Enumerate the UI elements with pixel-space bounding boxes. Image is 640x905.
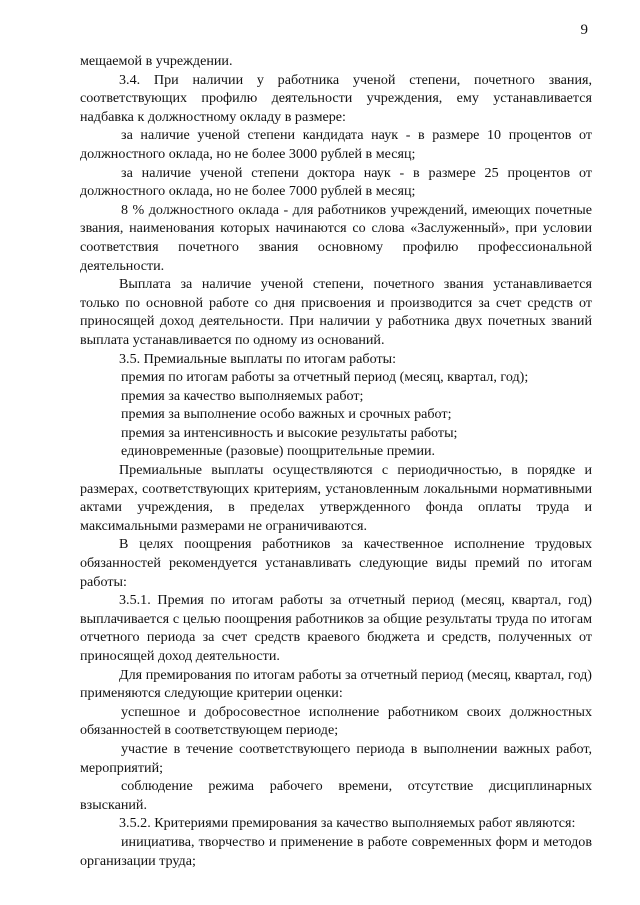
paragraph: премия за качество выполняемых работ;: [121, 387, 364, 404]
paragraph: единовременные (разовые) поощрительные премии.: [121, 443, 436, 460]
paragraph: за наличие ученой степени доктора наук - в размере 25 процентов от должностного оклада, но не более 7000 рублей в месяц;: [80, 164, 592, 200]
paragraph: соблюдение режима рабочего времени, отсутствие дисциплинарных взысканий.: [80, 778, 592, 813]
paragraph: мещаемой в учреждении.: [80, 53, 233, 69]
paragraph: 3.5.2. Критериями премирования за качество выполняемых работ являются:: [119, 815, 576, 832]
paragraph: участие в течение соответствующего периода в выполнении важных работ, мероприятий;: [80, 740, 592, 776]
paragraph: Выплата за наличие ученой степени, почетного звания устанавливается только по основной работе со дня присвоения и производится за счет средств от приносящей доход деятельности. При наличии у работника двух почетных званий выплата устанавливается по одному из оснований.: [80, 276, 592, 348]
paragraph: премия по итогам работы за отчетный период (месяц, квартал, год);: [121, 369, 529, 386]
paragraph: Для премирования по итогам работы за отчетный период (месяц, квартал, год) применяются следующие критерии оценки:: [80, 666, 592, 702]
paragraph: за наличие ученой степени кандидата наук - в размере 10 процентов от должностного оклада, но не более 3000 рублей в месяц;: [80, 127, 592, 162]
paragraph: В целях поощрения работников за качественное исполнение трудовых обязанностей рекомендуется устанавливать следующие виды премий по итогам работы:: [80, 536, 592, 590]
paragraph: премия за интенсивность и высокие результаты работы;: [121, 424, 458, 441]
paragraph: успешное и добросовестное исполнение работником своих должностных обязанностей в соответствующем периоде;: [80, 703, 592, 739]
paragraph: 3.5.1. Премия по итогам работы за отчетный период (месяц, квартал, год) выплачивается с целью поощрения работников за общие результаты труда по итогам отчетного периода за счет средств краевого бюджета и средств, полученных от приносящей доход деятельности.: [80, 592, 592, 664]
paragraph: 8 % должностного оклада - для работников учреждений, имеющих почетные звания, наименования которых начинаются со слова «Заслуженный», при условии соответствия почетного звания основному профилю профессиональной деятельности.: [80, 201, 592, 274]
paragraph: инициатива, творчество и применение в работе современных форм и методов организации труда;: [80, 833, 592, 869]
document-body: [80, 52, 592, 870]
paragraph: Премиальные выплаты осуществляются с периодичностью, в порядке и размерах, соответствующих критериям, установленным локальными нормативными актами учреждения, в пределах утвержденного фонда оплаты труда и максимальными размерами не ограничиваются.: [80, 462, 592, 534]
paragraph: 3.5. Премиальные выплаты по итогам работы:: [119, 350, 397, 367]
page-number: 9: [580, 22, 588, 38]
paragraph: премия за выполнение особо важных и срочных работ;: [121, 406, 452, 423]
paragraph: 3.4. При наличии у работника ученой степени, почетного звания, соответствующих профилю деятельности учреждения, ему устанавливается надбавка к должностному окладу в размере:: [80, 71, 592, 125]
